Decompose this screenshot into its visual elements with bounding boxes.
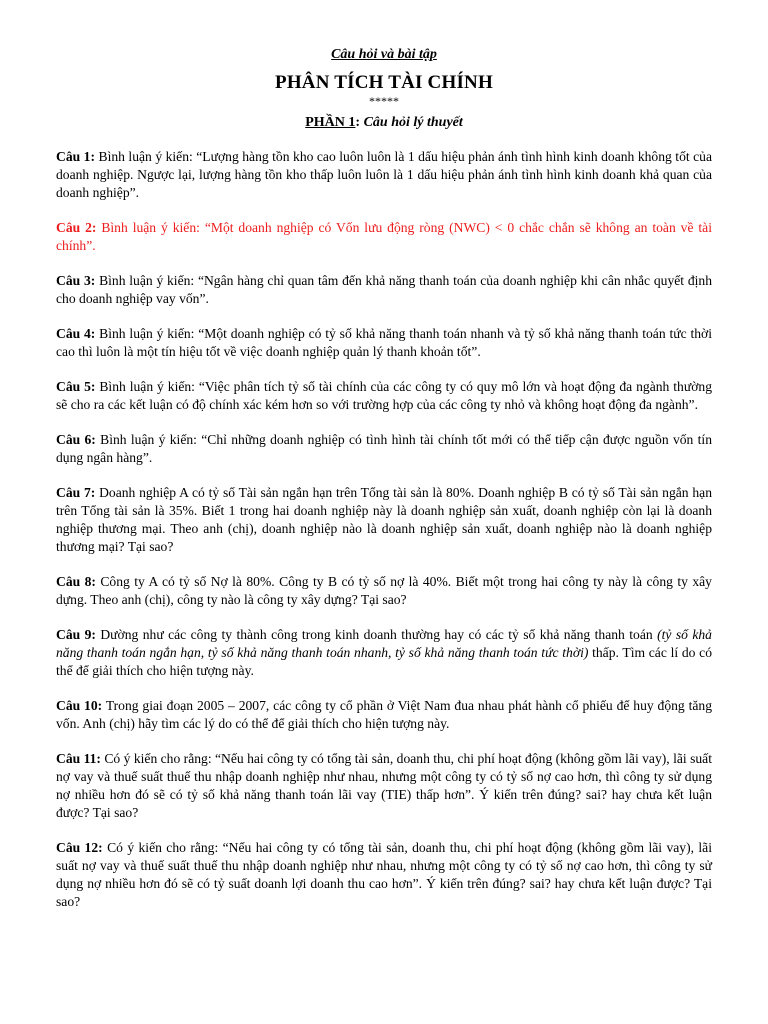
question-number: Câu 9: xyxy=(56,627,96,642)
question-text-italic: (tỷ số khả năng thanh toán ngắn hạn, tỷ số khả năng thanh toán nhanh, tỷ số khả năng thanh toán tức thời) xyxy=(56,627,712,660)
question-12 xyxy=(56,839,712,911)
document-subtitle: Câu hỏi và bài tập xyxy=(331,47,437,62)
question-number: Câu 8: xyxy=(56,574,96,589)
question-text: Bình luận ý kiến: “Một doanh nghiệp có tỷ số khả năng thanh toán nhanh và tỷ số khả năng thanh toán tức thời cao thì luôn là một tín hiệu tốt về việc doanh nghiệp quản lý thanh khoản tốt”. xyxy=(56,326,712,359)
section-colon: : xyxy=(355,115,361,130)
question-text: Bình luận ý kiến: “Việc phân tích tỷ số tài chính của các công ty có quy mô lớn và hoạt động đa ngành thường sẽ cho ra các kết luận có độ chính xác kém hơn so với trường hợp của các công ty nhỏ và không hoạt động đa ngành”. xyxy=(56,379,712,412)
title-stars: ***** xyxy=(369,94,399,108)
question-text: Bình luận ý kiến: “Một doanh nghiệp có Vốn lưu động ròng (NWC) < 0 chắc chắn sẽ không an toàn về tài chính”. xyxy=(56,220,712,253)
section-heading xyxy=(56,114,712,132)
question-7 xyxy=(56,484,712,556)
question-10 xyxy=(56,697,712,733)
question-number: Câu 3: xyxy=(56,273,96,288)
question-number: Câu 6: xyxy=(56,432,96,447)
question-1 xyxy=(56,148,712,202)
question-11 xyxy=(56,750,712,822)
question-number: Câu 12: xyxy=(56,840,103,855)
question-8 xyxy=(56,573,712,609)
question-number: Câu 5: xyxy=(56,379,96,394)
question-text-tail: thấp. Tìm các lí do có thể để giải thích cho hiện tượng này. xyxy=(56,645,712,678)
question-text: Công ty A có tỷ số Nợ là 80%. Công ty B có tỷ số nợ là 40%. Biết một trong hai công ty này là công ty xây dựng. Theo anh (chị), công ty nào là công ty xây dựng? Tại sao? xyxy=(56,574,712,607)
question-number: Câu 4: xyxy=(56,326,96,341)
question-list xyxy=(56,148,712,911)
question-4 xyxy=(56,325,712,361)
question-text-lead: Dường như các công ty thành công trong kinh doanh thường hay có các tỷ số khả năng thanh toán xyxy=(100,627,658,642)
question-2 xyxy=(56,219,712,255)
section-label: PHẦN 1 xyxy=(305,115,356,130)
question-number: Câu 10: xyxy=(56,698,103,713)
question-9 xyxy=(56,626,712,680)
question-text: Bình luận ý kiến: “Ngân hàng chỉ quan tâm đến khả năng thanh toán của doanh nghiệp khi cân nhắc quyết định cho doanh nghiệp vay vốn”. xyxy=(56,273,713,306)
question-number: Câu 1: xyxy=(56,149,95,164)
question-text: Bình luận ý kiến: “Lượng hàng tồn kho cao luôn luôn là 1 dấu hiệu phản ánh tình hình kinh doanh không tốt của doanh nghiệp. Ngược lại, lượng hàng tồn kho thấp luôn luôn là 1 dấu hiệu phản ánh tình hình kinh doanh khả quan của doanh nghiệp”. xyxy=(56,149,713,200)
question-6 xyxy=(56,431,712,467)
question-3 xyxy=(56,272,712,308)
question-text: Có ý kiến cho rằng: “Nếu hai công ty có tổng tài sản, doanh thu, chi phí hoạt động (không gồm lãi vay), lãi suất nợ vay và thuế suất thuế thu nhập doanh nghiệp như nhau, nhưng một công ty có tỷ số nợ cao hơn, thì công ty sử dụng nợ nhiều hơn đó sẽ có tỷ số khả năng thanh toán lãi vay (TIE) thấp hơn”. Ý kiến trên đúng? sai? hay chưa kết luận được? Tại sao? xyxy=(56,751,712,820)
question-5 xyxy=(56,378,712,414)
section-title: Câu hỏi lý thuyết xyxy=(363,115,463,130)
question-number: Câu 7: xyxy=(56,485,96,500)
question-number: Câu 11: xyxy=(56,751,101,766)
question-text: Doanh nghiệp A có tỷ số Tài sản ngắn hạn trên Tổng tài sản là 80%. Doanh nghiệp B có tỷ số Tài sản ngắn hạn trên Tổng tài sản là 35%. Biết 1 trong hai doanh nghiệp này là doanh nghiệp sản xuất, doanh nghiệp còn lại là doanh nghiệp thương mại. Theo anh (chị), doanh nghiệp nào là doanh nghiệp sản xuất, doanh nghiệp nào là doanh nghiệp thương mại? Tại sao? xyxy=(56,485,712,554)
question-number: Câu 2: xyxy=(56,220,97,235)
question-text: Bình luận ý kiến: “Chỉ những doanh nghiệp có tình hình tài chính tốt mới có thể tiếp cận được nguồn vốn tín dụng ngân hàng”. xyxy=(56,432,713,465)
question-text: Có ý kiến cho rằng: “Nếu hai công ty có tổng tài sản, doanh thu, chi phí hoạt động (không gồm lãi vay), lãi suất nợ vay và thuế suất thuế thu nhập doanh nghiệp như nhau, nhưng một công ty có tỷ số nợ cao hơn, thì công ty sử dụng nợ nhiều hơn đó sẽ có tỷ suất doanh lợi doanh thu cao hơn”. Ý kiến trên đúng? sai? hay chưa kết luận được? Tại sao? xyxy=(56,840,712,909)
document-title: PHÂN TÍCH TÀI CHÍNH xyxy=(275,72,493,93)
question-text: Trong giai đoạn 2005 – 2007, các công ty cổ phần ở Việt Nam đua nhau phát hành cổ phiếu để huy động tăng vốn. Anh (chị) hãy tìm các lý do có thể để giải thích cho hiện tượng này. xyxy=(56,698,712,731)
